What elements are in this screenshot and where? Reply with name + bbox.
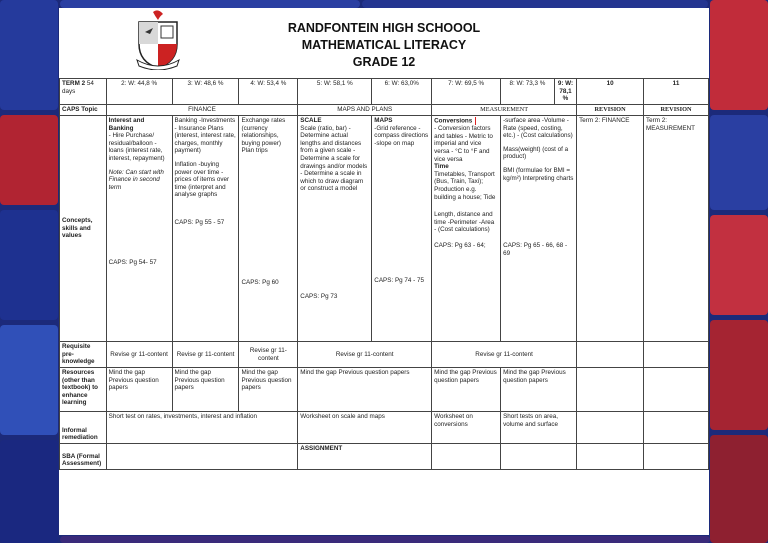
remediation-m2: Short tests on area, volume and surface bbox=[501, 412, 577, 444]
revision-topic-10: REVISION bbox=[577, 105, 644, 116]
scale-caps-ref: CAPS: Pg 73 bbox=[300, 292, 338, 300]
sba-label: SBA (Formal Assessment) bbox=[60, 444, 107, 470]
finance-note: Note: Can start with Finance in second term bbox=[108, 168, 164, 191]
maps-plans-topic: MAPS AND PLANS bbox=[298, 105, 432, 116]
finance-topic: FINANCE bbox=[106, 105, 298, 116]
weeks-row bbox=[60, 79, 709, 105]
planner-sheet bbox=[59, 8, 709, 535]
remediation-finance: Short test on rates, investments, interest and inflation bbox=[106, 412, 298, 444]
surface-caps-ref: CAPS: Pg 65 - 66, 68 - 69 bbox=[503, 242, 568, 257]
measurement-topic: MEASUREMENT bbox=[432, 105, 577, 116]
bmi-text: BMI (formulae for BMI = kg/m²) Interpreting charts bbox=[503, 166, 574, 182]
revision-11-cell: Term 2: MEASUREMENT bbox=[644, 116, 709, 342]
resources-c2: Mind the gap Previous question papers bbox=[172, 368, 239, 412]
requisite-c1: Revise gr 11-content bbox=[106, 342, 172, 368]
revision-10-cell: Term 2: FINANCE bbox=[577, 116, 644, 342]
week-4: 4: W: 53,4 % bbox=[239, 79, 298, 105]
requisite-c3: Revise gr 11-content bbox=[239, 342, 298, 368]
finance-caps-ref: CAPS: Pg 54- 57 bbox=[108, 259, 157, 267]
term-cell: TERM 2 54 days bbox=[60, 79, 107, 105]
surface-area-cell bbox=[501, 116, 577, 342]
week-10: 10 bbox=[577, 79, 644, 105]
conversions-cell bbox=[432, 116, 501, 342]
assignment-cell: ASSIGNMENT bbox=[298, 444, 432, 470]
exchange-rates-cell bbox=[239, 116, 298, 342]
scale-cell bbox=[298, 116, 372, 342]
resources-maps: Mind the gap Previous question papers bbox=[298, 368, 432, 412]
time-text: Timetables, Transport (Bus, Train, Taxi); Production e.g. building a house; Tide bbox=[434, 170, 496, 201]
week-5: 5: W: 58,1 % bbox=[298, 79, 372, 105]
conversions-title: Conversions bbox=[434, 117, 498, 125]
conversions-text: - Conversion factors and tables - Metric to imperial and vice versa - °C to °F and vice versa bbox=[434, 125, 493, 163]
concepts-row bbox=[60, 116, 709, 342]
resources-label: Resources (other than textbook) to enhance learning bbox=[60, 368, 107, 412]
inflation-list: Inflation -buying power over time -prices of items over time (interpret and analyse graphs bbox=[174, 160, 230, 199]
remediation-row bbox=[60, 412, 709, 444]
week-9: 9: W: 78,1 % bbox=[554, 79, 576, 105]
maps-caps-ref: CAPS: Pg 74 - 75 bbox=[374, 277, 424, 285]
requisite-c2: Revise gr 11-content bbox=[172, 342, 239, 368]
work-schedule-table bbox=[59, 78, 709, 470]
remediation-m1: Worksheet on conversions bbox=[432, 412, 501, 444]
week-2: 2: W: 44,8 % bbox=[106, 79, 172, 105]
header bbox=[59, 8, 709, 78]
week-11: 11 bbox=[644, 79, 709, 105]
surface-area-text: -surface area -Volume -Rate (speed, costing, etc.) - (Cost calculations) bbox=[503, 117, 573, 140]
maps-text: -Grid reference -compass directions -slope on map bbox=[374, 124, 429, 147]
exchange-rates-list: Exchange rates (currency relationships, buying power) Plan trips bbox=[241, 117, 286, 155]
requisite-measurement: Revise gr 11-content bbox=[432, 342, 577, 368]
requisite-row bbox=[60, 342, 709, 368]
remediation-maps: Worksheet on scale and maps bbox=[298, 412, 432, 444]
exchange-caps-ref: CAPS: Pg 60 bbox=[241, 278, 279, 286]
resources-c1: Mind the gap Previous question papers bbox=[106, 368, 172, 412]
requisite-label: Requisite pre-knowledge bbox=[60, 342, 107, 368]
scale-title: SCALE bbox=[300, 117, 322, 124]
subject-title: MATHEMATICAL LITERACY bbox=[301, 38, 467, 52]
week-3: 3: W: 48,6 % bbox=[172, 79, 239, 105]
banking-list: Banking -Investments - Insurance Plans (interest, interest rate, charges, monthly payment) bbox=[174, 117, 236, 155]
length-text: Length, distance and time -Perimeter -Area - (Cost calculations) bbox=[434, 211, 495, 234]
grade-title: GRADE 12 bbox=[352, 55, 416, 69]
maps-title: MAPS bbox=[374, 117, 393, 124]
measurement-caps-ref: CAPS: Pg 63 - 64; bbox=[434, 241, 486, 249]
mass-text: Mass(weight) (cost of a product) bbox=[503, 145, 569, 161]
requisite-maps: Revise gr 11-content bbox=[298, 342, 432, 368]
banking-cell bbox=[172, 116, 239, 342]
time-title: Time bbox=[434, 163, 449, 171]
resources-row bbox=[60, 368, 709, 412]
week-8: 8: W: 73,3 % bbox=[501, 79, 555, 105]
caps-topic-row bbox=[60, 105, 709, 116]
week-6: 6: W: 63,0% bbox=[372, 79, 432, 105]
resources-m1: Mind the gap Previous question papers bbox=[432, 368, 501, 412]
school-name: RANDFONTEIN HIGH SCHOOOL bbox=[287, 21, 481, 35]
banking-caps-ref: CAPS: Pg 55 - 57 bbox=[174, 218, 225, 226]
interest-banking-cell bbox=[106, 116, 172, 342]
maps-cell bbox=[372, 116, 432, 342]
sba-row bbox=[60, 444, 709, 470]
revision-topic-11: REVISION bbox=[644, 105, 709, 116]
interest-banking-title: Interest and Banking bbox=[108, 117, 145, 132]
concepts-label: Concepts, skills and values bbox=[60, 116, 107, 342]
remediation-label: Informal remediation bbox=[60, 412, 107, 444]
scale-text: Scale (ratio, bar) -Determine actual lengths and distances from a given scale -Determine a scale for drawings and/or models - Determine a scale in which to draw diagram or construct a model bbox=[300, 124, 368, 193]
week-7: 7: W: 69,5 % bbox=[432, 79, 501, 105]
caps-topic-label: CAPS Topic bbox=[60, 105, 107, 116]
interest-banking-list: - Hire Purchase/ residual/balloon - loans (interest rate, interest, repayment) bbox=[108, 132, 165, 162]
resources-m2: Mind the gap Previous question papers bbox=[501, 368, 577, 412]
resources-c3: Mind the gap Previous question papers bbox=[239, 368, 298, 412]
